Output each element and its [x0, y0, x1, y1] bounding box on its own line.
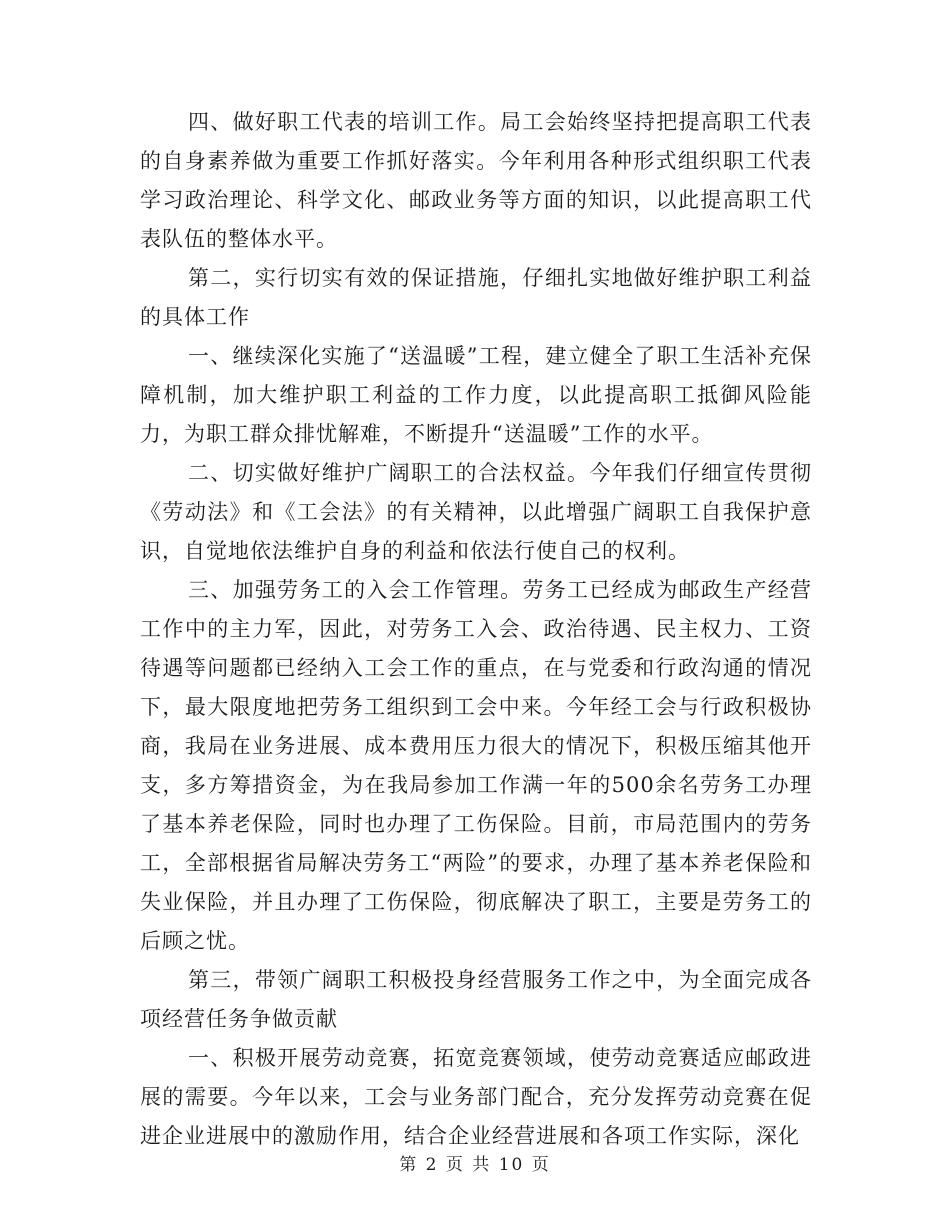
paragraph-rights: 二、切实做好维护广阔职工的合法权益。今年我们仔细宣传贯彻《劳动法》和《工会法》的有关精神，以此增强广阔职工自我保护意识，自觉地依法维护自身的利益和依法行使自己的权利。 — [140, 461, 812, 563]
paragraph-training: 四、做好职工代表的培训工作。局工会始终坚持把提高职工代表的自身素养做为重要工作抓好落实。今年利用各种形式组织职工代表学习政治理论、科学文化、邮政业务等方面的知识，以此提高职工代表队伍的整体水平。 — [140, 110, 812, 251]
paragraph-warmth: 一、继续深化实施了“送温暖”工程，建立健全了职工生活补充保障机制，加大维护职工利益的工作力度，以此提高职工抵御风险能力，为职工群众排忧解难，不断提升“送温暖”工作的水平。 — [140, 344, 812, 446]
paragraph-labor-workers: 三、加强劳务工的入会工作管理。劳务工已经成为邮政生产经营工作中的主力军，因此，对劳务工入会、政治待遇、民主权力、工资待遇等问题都已经纳入工会工作的重点，在与党委和行政沟通的情况下，最大限度地把劳务工组织到工会中来。今年经工会与行政积极协商，我局在业务进展、成本费用压力很大的情况下，积极压缩其他开支，多方筹措资金，为在我局参加工作满一年的500余名劳务工办理了基本养老保险，同时也办理了工伤保险。目前，市局范围内的劳务工，全部根据省局解决劳务工“两险”的要求，办理了基本养老保险和失业保险，并且办理了工伤保险，彻底解决了职工，主要是劳务工的后顾之忧。 — [140, 578, 812, 953]
document-body — [140, 103, 812, 1156]
paragraph-competition: 一、积极开展劳动竞赛，拓宽竞赛领域，使劳动竞赛适应邮政进展的需要。今年以来，工会与业务部门配合，充分发挥劳动竞赛在促进企业进展中的激励作用，结合企业经营进展和各项工作实际，深化 — [140, 1046, 812, 1148]
page-footer: 第 2 页 共 10 页 — [399, 1155, 551, 1175]
section-heading-second: 第二，实行切实有效的保证措施，仔细扎实地做好维护职工利益的具体工作 — [140, 266, 812, 329]
section-heading-third: 第三，带领广阔职工积极投身经营服务工作之中，为全面完成各项经营任务争做贡献 — [140, 968, 812, 1031]
